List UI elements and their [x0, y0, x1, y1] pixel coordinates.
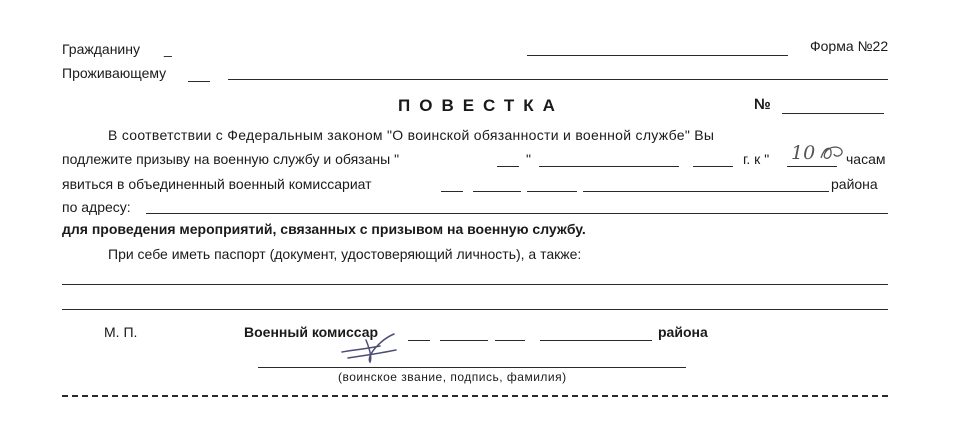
- commissar-line-b: [440, 340, 488, 341]
- bring-line-2: [62, 309, 888, 310]
- month-line-b: [693, 166, 733, 167]
- report-label: явиться в объединенный военный комиссариат: [62, 176, 372, 192]
- commissar-line-d: [540, 340, 652, 341]
- citizen-underscore: _: [164, 41, 172, 57]
- citizen-name-line: [527, 55, 788, 56]
- purpose-text: для проведения мероприятий, связанных с призывом на военную службу.: [62, 221, 586, 237]
- resident-line-a: [188, 81, 210, 82]
- stamp-label: М. П.: [104, 324, 138, 340]
- signature-scribble: [336, 328, 408, 366]
- number-label: №: [754, 96, 771, 113]
- document-title: ПОВЕСТКА: [398, 96, 564, 115]
- address-line: [146, 213, 888, 214]
- handwritten-hour: 10: [791, 142, 816, 164]
- commissariat-line-c: [527, 191, 577, 192]
- commissariat-line-d: [583, 191, 829, 192]
- district-label: района: [831, 176, 878, 192]
- handwritten-minutes-mark: [818, 142, 846, 164]
- paragraph-line-1: В соответствии с Федеральным законом "О воинской обязанности и военной службе" Вы: [108, 127, 715, 143]
- signature-caption: (воинское звание, подпись, фамилия): [338, 370, 567, 384]
- day-line: [497, 166, 519, 167]
- commissariat-line-a: [441, 191, 463, 192]
- bring-line-1: [62, 284, 888, 285]
- paragraph-line-2-start: подлежите призыву на военную службу и обязаны ": [62, 151, 400, 167]
- cut-line: [62, 395, 888, 397]
- paragraph-line-2-end: часам: [846, 151, 886, 167]
- resident-line-b: [228, 79, 888, 80]
- number-line: [782, 113, 884, 114]
- commissar-line-c: [495, 340, 525, 341]
- form-number: Форма №22: [810, 38, 889, 54]
- resident-label: Проживающему: [62, 65, 167, 81]
- commissar-district: района: [658, 324, 708, 340]
- paragraph-line-2-year: г. к ": [743, 151, 770, 167]
- address-label: по адресу:: [62, 199, 131, 215]
- paragraph-line-2-quote: ": [526, 151, 531, 167]
- signature-line: [258, 367, 686, 368]
- commissar-line-a: [408, 340, 430, 341]
- citizen-label: Гражданину: [62, 41, 140, 57]
- bring-label: При себе иметь паспорт (документ, удостоверяющий личность), а также:: [108, 246, 582, 262]
- month-line-a: [539, 166, 679, 167]
- commissariat-line-b: [473, 191, 521, 192]
- commissar-label: Военный комиссар: [244, 324, 379, 340]
- hour-line: [787, 166, 837, 167]
